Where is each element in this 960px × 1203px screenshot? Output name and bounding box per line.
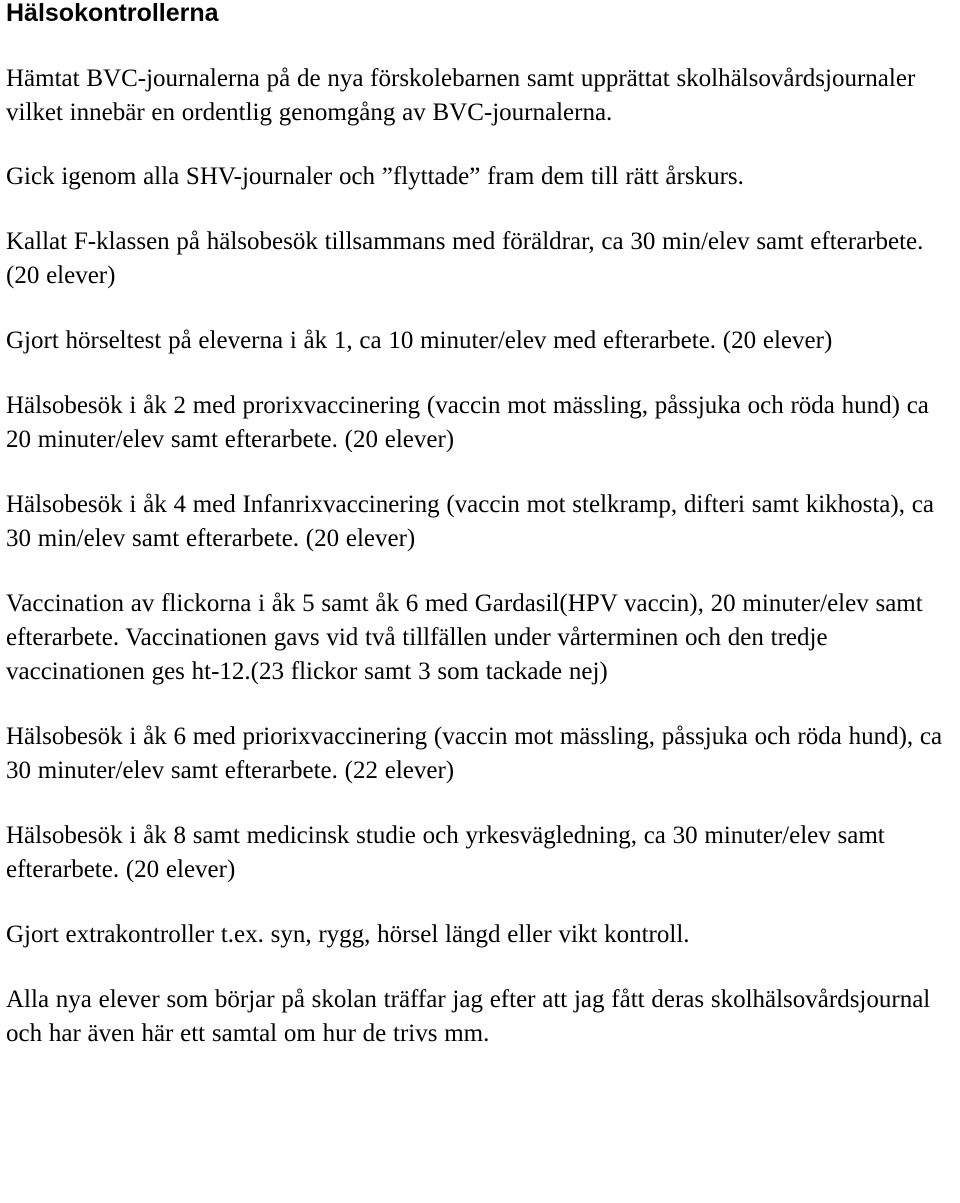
paragraph-grade-8: Hälsobesök i åk 8 samt medicinsk studie och yrkesvägledning, ca 30 minuter/elev samt efterarbete. (20 elever) bbox=[6, 822, 885, 883]
paragraph-extra-checks: Gjort extrakontroller t.ex. syn, rygg, hörsel längd eller vikt kontroll. bbox=[6, 921, 690, 948]
page-title: Hälsokontrollerna bbox=[6, 0, 219, 27]
paragraph-new-students: Alla nya elever som börjar på skolan träffar jag efter att jag fått deras skolhälsovårdsjournal och har även här ett samtal om hur de trivs mm. bbox=[6, 986, 931, 1047]
paragraph-grade-4: Hälsobesök i åk 4 med Infanrixvaccinering (vaccin mot stelkramp, difteri samt kikhosta), ca 30 min/elev samt efterarbete. (20 elever) bbox=[6, 491, 934, 552]
paragraph-hearing-test: Gjort hörseltest på eleverna i åk 1, ca 10 minuter/elev med efterarbete. (20 elever) bbox=[6, 327, 833, 354]
paragraph-bvc-journals: Hämtat BVC-journalerna på de nya förskolebarnen samt upprättat skolhälsovårdsjournaler vilket innebär en ordentlig genomgång av BVC-journalerna. bbox=[6, 65, 916, 126]
document-page bbox=[6, 0, 956, 1051]
paragraph-shv-journals: Gick igenom alla SHV-journaler och ”flyttade” fram dem till rätt årskurs. bbox=[6, 163, 744, 190]
paragraph-f-class: Kallat F-klassen på hälsobesök tillsammans med föräldrar, ca 30 min/elev samt efterarbete. (20 elever) bbox=[6, 228, 924, 289]
paragraph-grade-2: Hälsobesök i åk 2 med prorixvaccinering (vaccin mot mässling, påssjuka och röda hund) ca 20 minuter/elev samt efterarbete. (20 elever) bbox=[6, 392, 929, 453]
paragraph-grade-6: Hälsobesök i åk 6 med priorixvaccinering (vaccin mot mässling, påssjuka och röda hund), ca 30 minuter/elev samt efterarbete. (22 elever) bbox=[6, 723, 943, 784]
paragraph-hpv-vaccination: Vaccination av flickorna i åk 5 samt åk 6 med Gardasil(HPV vaccin), 20 minuter/elev samt efterarbete. Vaccinationen gavs vid två tillfällen under vårterminen och den tredje vaccinationen ges ht-12.(23 flickor samt 3 som tackade nej) bbox=[6, 590, 923, 685]
